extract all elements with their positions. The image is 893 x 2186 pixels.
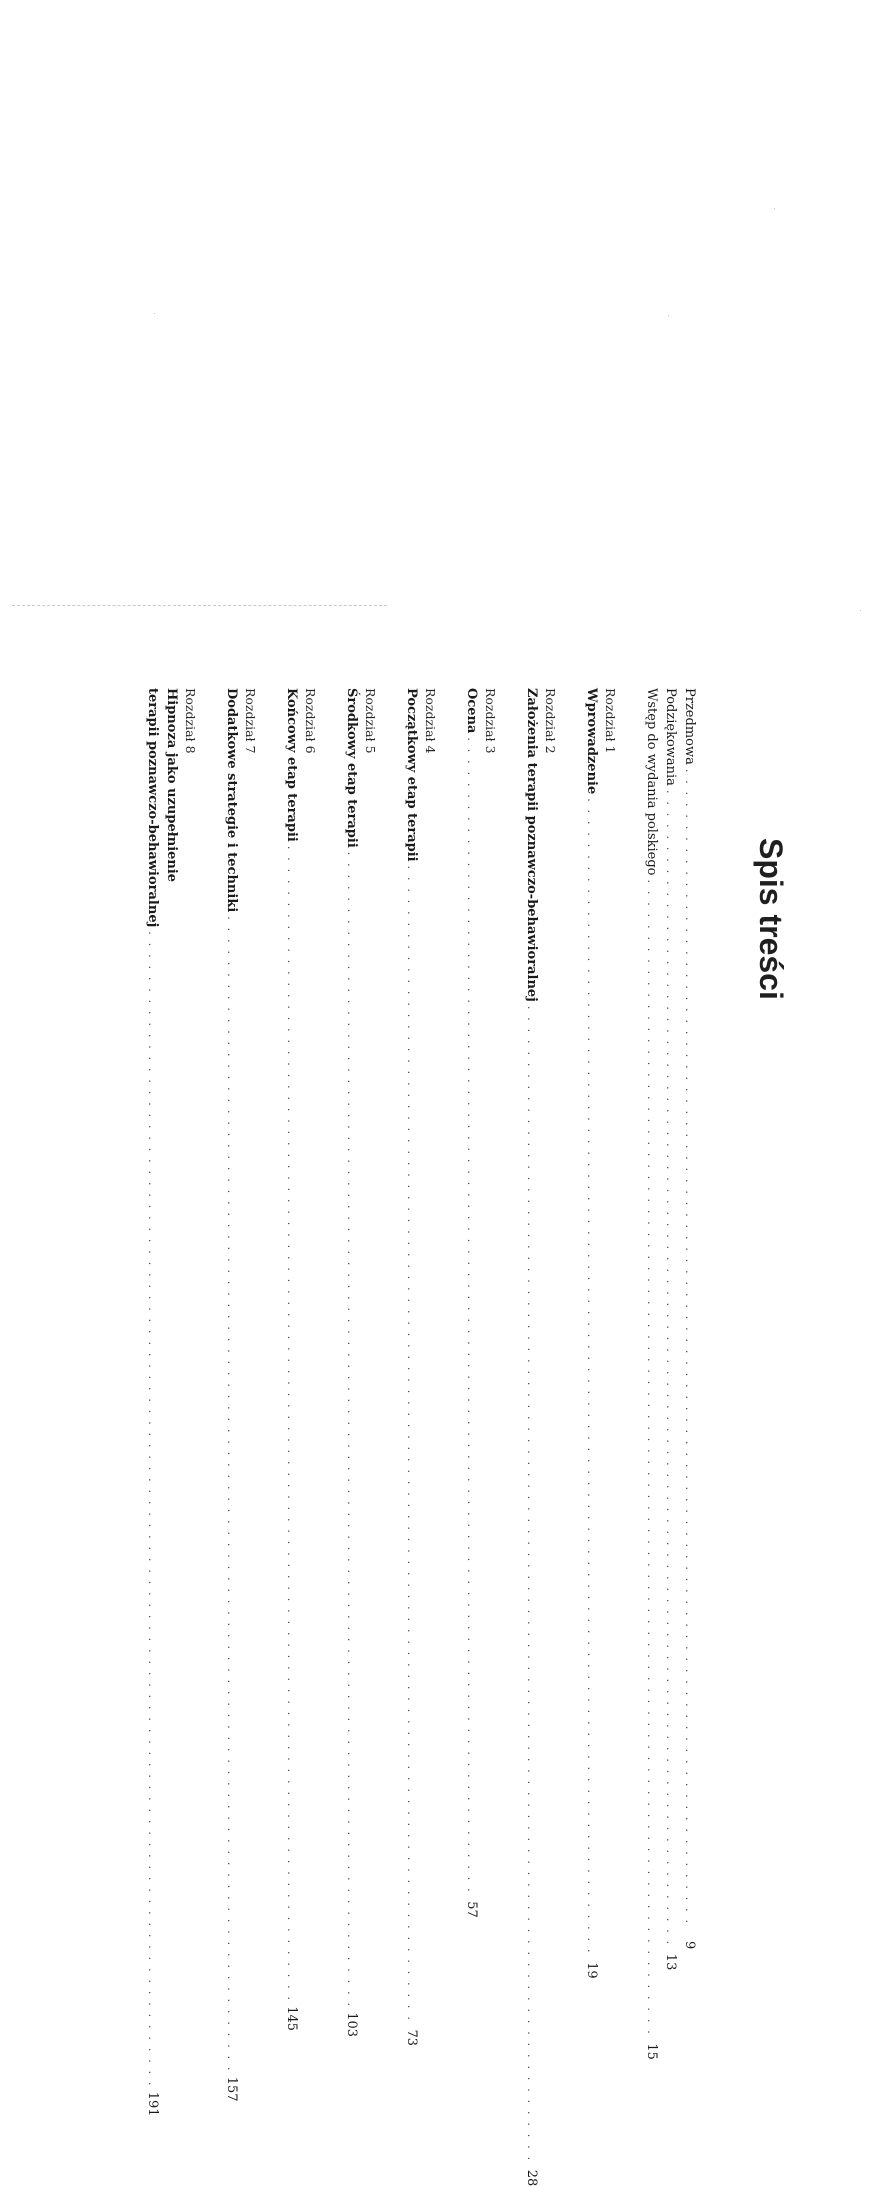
toc-entry-title: Przedmowa (682, 688, 697, 765)
chapter-page: 28 (524, 2169, 539, 2186)
scan-artifact-line (12, 605, 387, 606)
toc-entry-page: 15 (644, 2043, 659, 2060)
scan-speck (860, 610, 861, 611)
dot-leader: . . . . . . . . . . . . . . . . . . . . . . . . . . . . . . . . . . . . . . . . . . . . . . . . . . . . . . . . . . . . . . . . . . . . . . . . . . . . . . . . . . . . . . . . . . . . . . . . . . . . . . (585, 798, 598, 1955)
chapter-label: Rozdział 3 (483, 688, 498, 754)
dot-leader: . . . . . . . . . . . . . . . . . . . . . . . . . . . . . . . . . . . . . . . . . . . . . . . . . . . . . . . . . . . . . . . . . . . . . . . . . . . . . . . . . . . . . . . . . . . . . . . . . . . . . . (465, 737, 478, 1894)
toc-chapter-7 (222, 688, 260, 2102)
chapter-label: Rozdział 5 (363, 688, 378, 754)
chapter-title: Środkowy etap terapii (344, 688, 359, 848)
chapter-title-line-1: Hipnoza jako uzupełnienie (164, 688, 179, 883)
dot-leader: . . . . . . . . . . . . . . . . . . . . . . . . . . . . . . . . . . . . . . . . . . . . . . . . . . . . . . . . . . . . . . . . . . . . . . . . . . . . . . . . . . . . . . . . . . . . . . . . . . . . . . (285, 845, 298, 2003)
toc-chapter-8 (143, 688, 200, 2117)
chapter-page: 145 (284, 2006, 299, 2032)
toc-entry-front (680, 688, 699, 1950)
toc-chapter-3 (462, 688, 500, 1918)
scan-speck (154, 313, 155, 314)
dot-leader: . . . . . . . . . . . . . . . . . . . . . . . . . . . . . . . . . . . . . . . . . . . . . . . . . . . . . . . . . . . . . . . . . . . . . . . . . . . . . . . . . . . . . . . . . . . . . . . . . . . . . . (664, 789, 677, 1947)
chapter-label: Rozdział 1 (603, 688, 618, 754)
toc-entry-page: 9 (682, 1940, 697, 1950)
dot-leader: . . . . . . . . . . . . . . . . . . . . . . . . . . . . . . . . . . . . . . . . . . . . . . . . . . . . . . . . . . . . . . . . . . . . . . . . . . . . . . . . . . . . . . . . . . . . . . . . . . . . . . (405, 865, 418, 2023)
dot-leader: . . . . . . . . . . . . . . . . . . . . . . . . . . . . . . . . . . . . . . . . . . . . . . . . . . . . . . . . . . . . . . . . . . . . . . . . . . . . . . . . . . . . . . . . . . . . . . . . . . . . . . (225, 916, 238, 2073)
dot-leader: . . . . . . . . . . . . . . . . . . . . . . . . . . . . . . . . . . . . . . . . . . . . . . . . . . . . . . . . . . . . . . . . . . . . . . . . . . . . . . . . . . . . . . . . . . . . . . . . . . . . . . (146, 931, 159, 2088)
dot-leader: . . . . . . . . . . . . . . . . . . . . . . . . . . . . . . . . . . . . . . . . . . . . . . . . . . . . . . . . . . . . . . . . . . . . . . . . . . . . . . . . . . . . . . . . . . . . . . . . . . . . . . (645, 879, 658, 2036)
chapter-title: Końcowy etap terapii (284, 688, 299, 842)
toc-entry-front (661, 688, 680, 1971)
toc-entry-page: 13 (663, 1953, 678, 1971)
chapter-title: Początkowy etap terapii (404, 688, 419, 862)
scan-speck (774, 208, 775, 209)
toc-entry-title: Wstęp do wydania polskiego (644, 688, 659, 876)
toc-entry-title: Podziękowania (663, 688, 678, 786)
chapter-title: Założenia terapii poznawczo-behawioralnej (524, 688, 539, 1002)
chapter-page: 157 (224, 2076, 239, 2102)
chapter-title: Dodatkowe strategie i techniki (224, 688, 239, 913)
scan-speck (668, 315, 669, 316)
dot-leader: . . . . . . . . . . . . . . . . . . . . . . . . . . . . . . . . . . . . . . . . . . . . . . . . . . . . . . . . . . . . . . . . . . . . . . . . . . . . . . . . . . . . . . . . . . . . . . . . . . . . . . (683, 768, 696, 1926)
dot-leader: . . . . . . . . . . . . . . . . . . . . . . . . . . . . . . . . . . . . . . . . . . . . . . . . . . . . . . . . . . . . . . . . . . . . . . . . . . . . . . . . . . . . . . . . . . . . . . . . . . . . . . (525, 1005, 538, 2163)
chapter-page: 191 (145, 2091, 160, 2117)
chapter-title-line-2: terapii poznawczo-behawioralnej (145, 688, 160, 928)
chapter-label: Rozdział 8 (183, 688, 198, 754)
toc-entry-front (642, 688, 661, 2060)
chapter-page: 57 (464, 1901, 479, 1918)
chapter-page: 73 (404, 2029, 419, 2047)
toc-chapter-6 (282, 688, 320, 2032)
toc-chapter-2 (522, 688, 560, 2186)
chapter-label: Rozdział 7 (243, 688, 258, 754)
chapter-page: 19 (584, 1962, 599, 1979)
page-title: Spis treści (753, 838, 789, 1000)
table-of-contents (39, 688, 789, 2186)
toc-chapter-5 (342, 688, 380, 2038)
toc-list (143, 688, 699, 2186)
chapter-page: 103 (344, 2012, 359, 2038)
chapter-title: Ocena (464, 688, 479, 734)
chapter-label: Rozdział 4 (423, 688, 438, 754)
chapter-label: Rozdział 2 (543, 688, 558, 754)
chapter-label: Rozdział 6 (303, 688, 318, 754)
toc-chapter-1 (582, 688, 620, 1979)
toc-chapter-4 (402, 688, 440, 2047)
chapter-title: Wprowadzenie (584, 688, 599, 795)
dot-leader: . . . . . . . . . . . . . . . . . . . . . . . . . . . . . . . . . . . . . . . . . . . . . . . . . . . . . . . . . . . . . . . . . . . . . . . . . . . . . . . . . . . . . . . . . . . . . . . . . . . . . . (345, 851, 358, 2009)
